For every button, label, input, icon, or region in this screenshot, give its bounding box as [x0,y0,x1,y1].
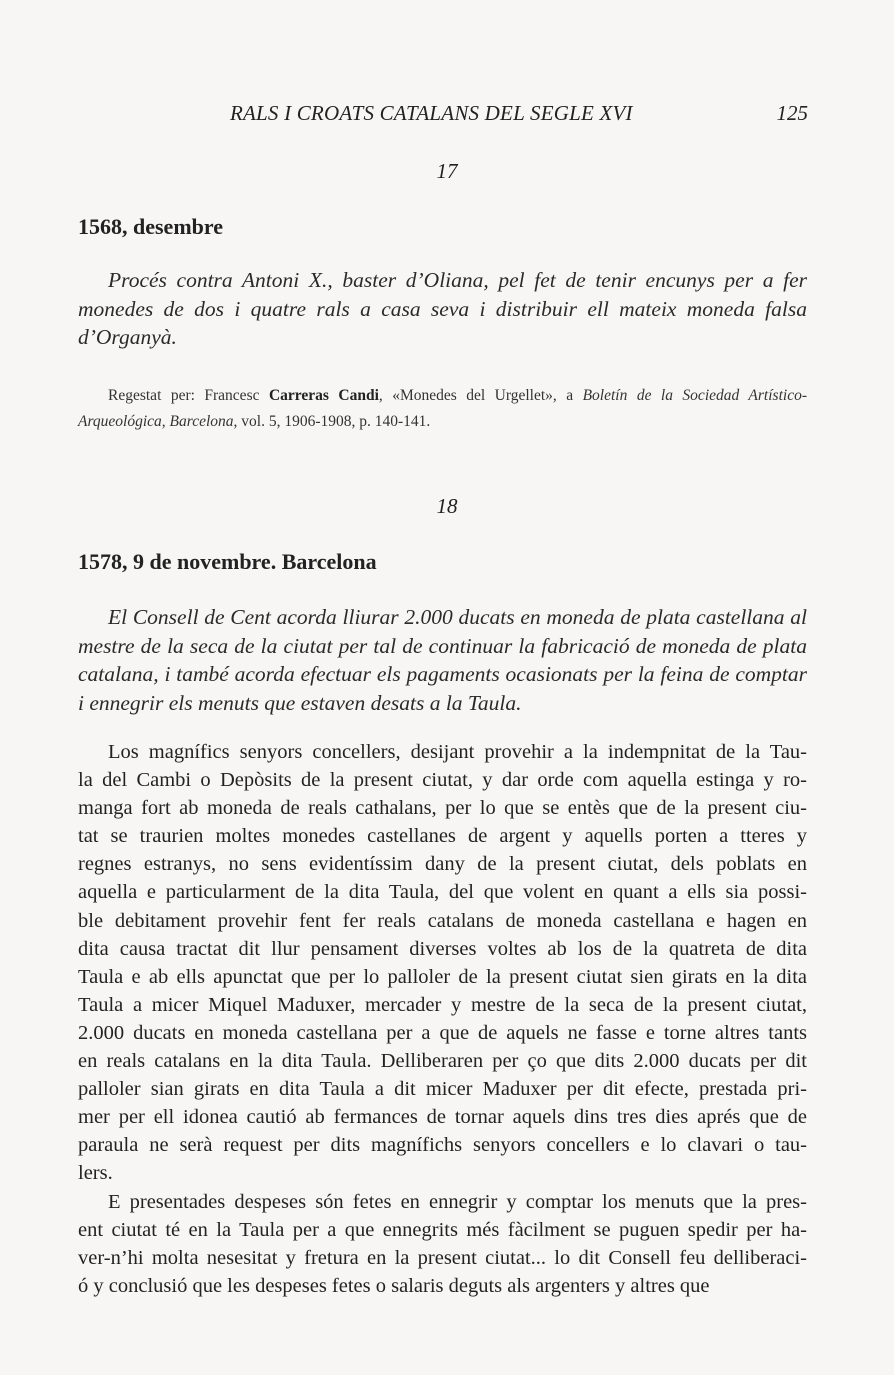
text-line: ó y conclusió que les despeses fetes o salaris deguts als argenters y altres que [78,1274,710,1297]
document-number-18: 18 [436,494,458,518]
text-line: en reals catalans en la dita Taula. Delliberaren per ço que dits 2.000 ducats per dit [78,1050,807,1073]
document-18-summary: El Consell de Cent acorda lliurar 2.000 ducats en moneda de plata castellana al mestre de la seca de la ciutat per tal de continuar la fabricació de moneda de plata catalana, i també acorda efectuar els pagaments ocasionats per la feina de comptar i ennegrir els menuts que estaven desats a la Taula. [78,605,807,715]
text-line: ver-n’hi molta nesesitat y fretura en la present ciutat... lo dit Consell feu delliberaci- [78,1246,807,1269]
transcription-paragraph-1 [78,738,807,1188]
text-line: ble debitament provehir fent fer reals catalans de moneda castellana e hagen en [78,909,807,932]
page-number: 125 [776,101,808,125]
text-line: tat se traurien moltes monedes castellanes de argent y aquells porten a tteres y [78,825,807,848]
text-line: paraula ne serà request per dits magnífichs senyors concellers e lo clavari o tau- [78,1134,807,1157]
text-line: lers. [78,1162,113,1185]
document-number-17: 17 [436,159,458,183]
regest-author: Carreras Candi [268,387,379,404]
regest-middle: , «Monedes del Urgellet», a [378,387,583,404]
text-line: aquella e particularment de la dita Taula, del que volent en quant a ells sia possi- [78,881,807,904]
document-18-transcription [78,738,807,1300]
text-line: dita causa tractat dit llur pensament diverses voltes ab los de la quatreta de dita [78,937,807,960]
text-line: Taula a micer Miquel Maduxer, mercader y mestre de la seca de la present ciutat, [78,993,807,1016]
document-18-date: 1578, 9 de novembre. Barcelona [78,549,377,574]
text-line: Los magnífics senyors concellers, desijant provehir a la indempnitat de la Tau- [108,741,807,763]
text-line: Taula e ab ells apunctat que per lo palloler de la present ciutat sien girats en la dita [78,965,807,988]
text-line: la del Cambi o Depòsits de la present ciutat, y dar orde com aquella estinga y ro- [78,769,807,792]
running-header-title: RALS I CROATS CATALANS DEL SEGLE XVI [230,101,633,125]
transcription-paragraph-2 [78,1188,807,1300]
text-line: palloler sian girats en dita Taula a dit micer Maduxer per dit efecte, prestada pri- [78,1078,807,1101]
document-17-summary: Procés contra Antoni X., baster d’Oliana, pel fet de tenir encunys per a fer monedes de dos i quatre rals a casa seva i distribuir ell mateix moneda falsa d’Organyà. [78,268,807,349]
text-line: manga fort ab moneda de reals cathalans, per lo que se entès que de la present ciu- [78,797,807,820]
text-line: regnes estranys, no sens evidentíssim dany de la present ciutat, dels poblats en [78,853,807,876]
document-17-regest [78,383,807,435]
regest-suffix: , vol. 5, 1906-1908, p. 140-141. [233,413,431,430]
regest-journal: Boletín de la Sociedad Artístico-Arqueológica, Barcelona [78,387,807,430]
text-line: ent ciutat té en la Taula per a que ennegrits més fàcilment se puguen spedir per ha- [78,1218,807,1241]
regest-prefix: Regestat per: Francesc [108,387,269,404]
text-line: mer per ell idonea cautió ab fermances de tornar aquels dins tres dies aprés que de [78,1106,807,1129]
text-line: E presentades despeses són fetes en ennegrir y comptar los menuts que la pres- [108,1190,807,1213]
text-line: 2.000 ducats en moneda castellana per a que de aquels ne fasse e torne altres tants [78,1021,807,1044]
document-17-date: 1568, desembre [78,214,224,239]
